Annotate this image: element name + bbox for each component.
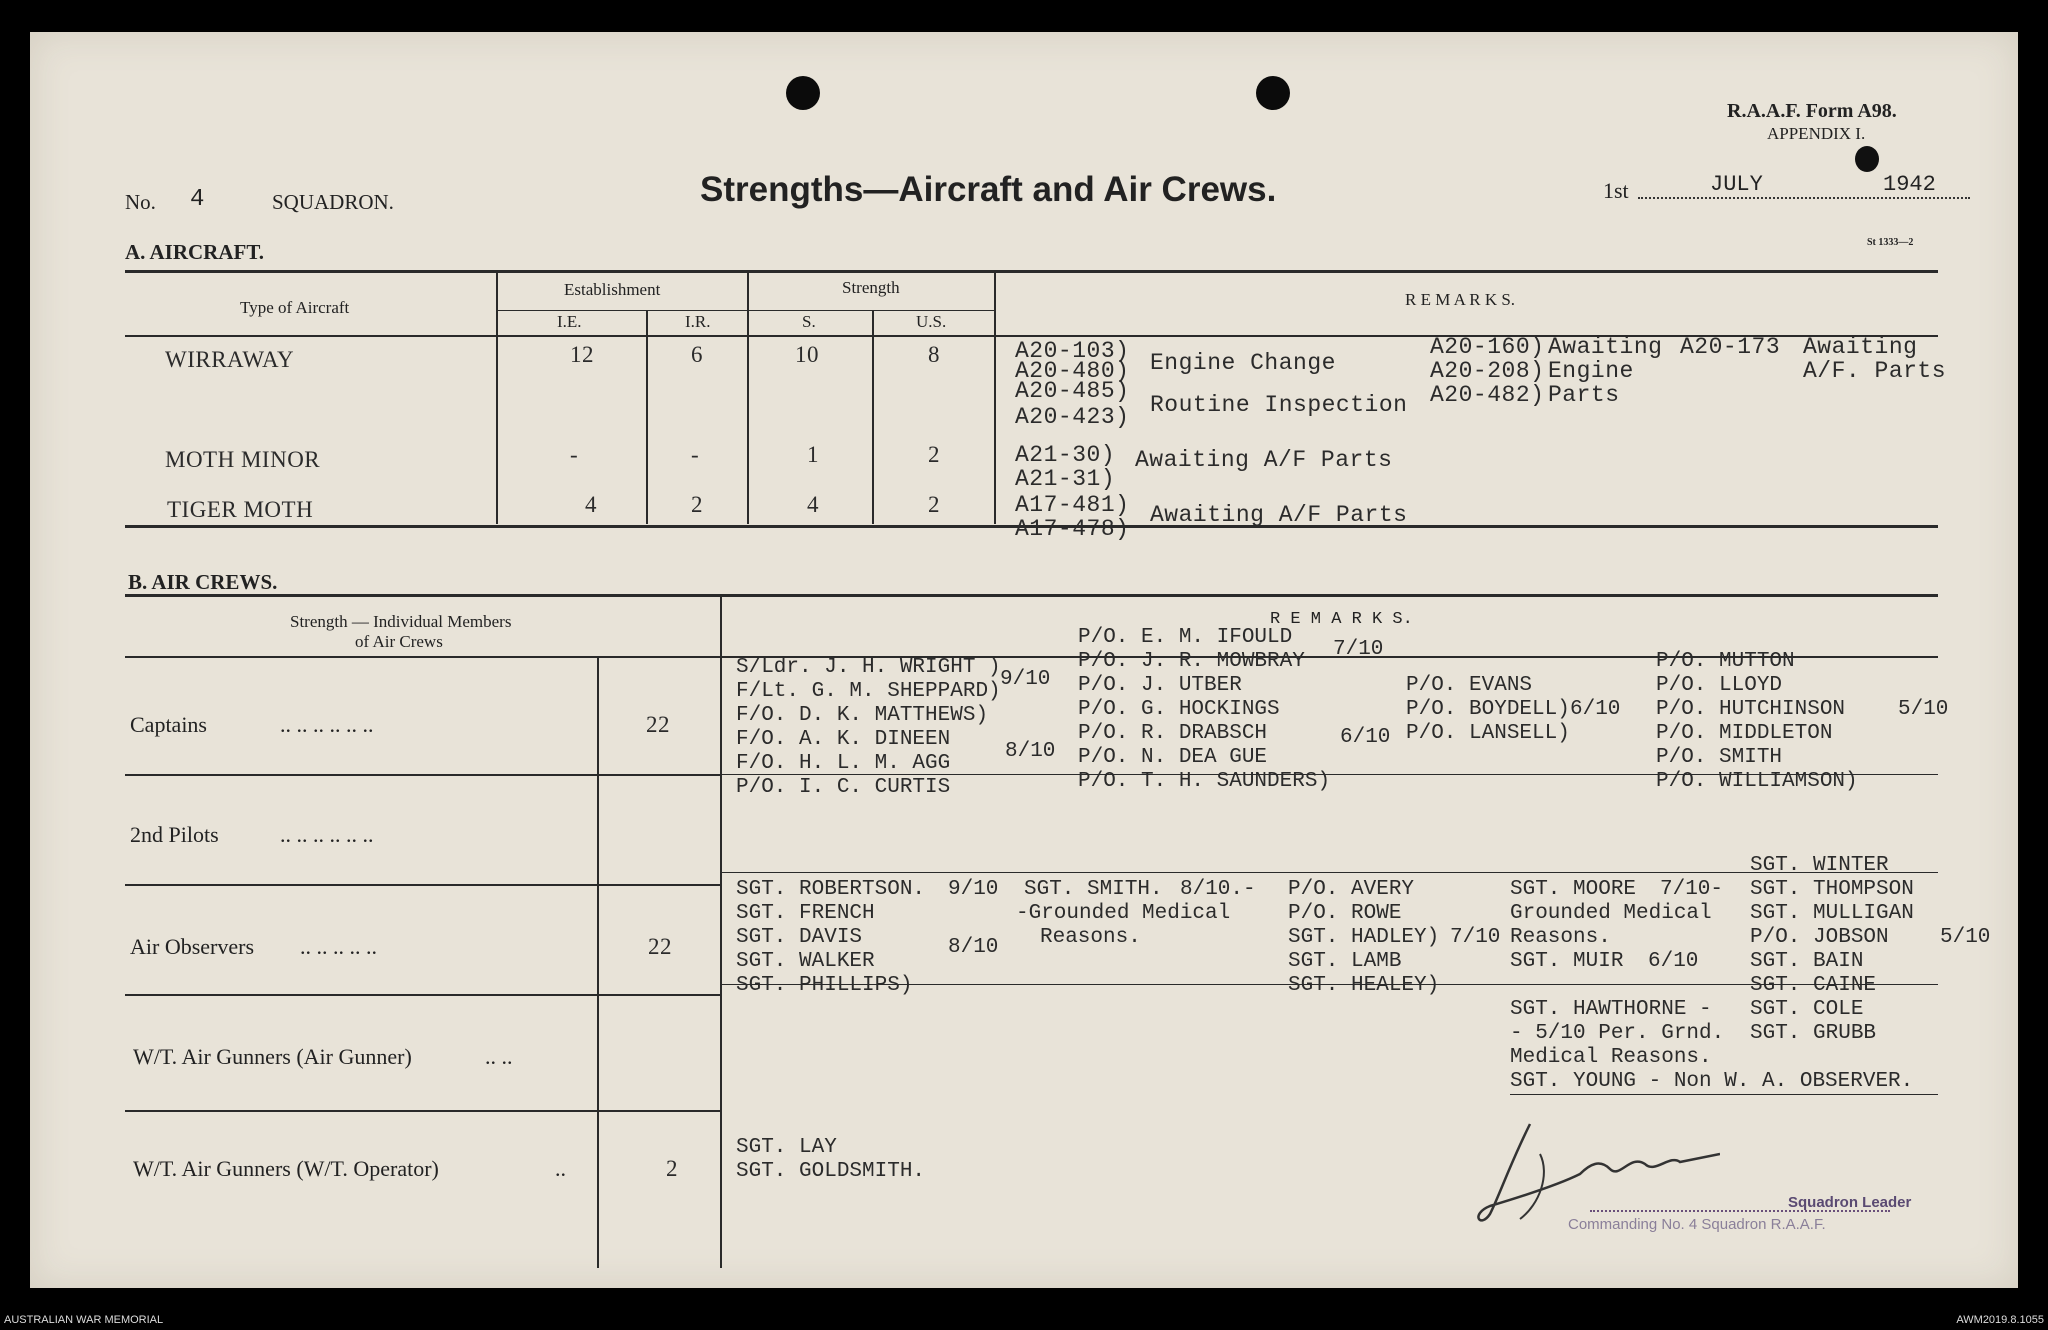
crew-entry: P/O. N. DEA GUE (1078, 746, 1268, 769)
col-ie-header: I.E. (557, 312, 582, 331)
crew-entry: P/O. T. H. SAUNDERS) (1078, 770, 1331, 793)
remark-serial: A20-160) (1430, 334, 1545, 360)
date-prefix: 1st (1603, 178, 1629, 203)
crew-entry: SGT. GOLDSMITH. (736, 1160, 926, 1183)
crew-entry: SGT. BAIN (1750, 950, 1864, 973)
ie-value: 4 (585, 492, 597, 517)
remark-serial: A20-103) (1015, 338, 1130, 364)
crew-entry: SGT. ROBERTSON. (736, 878, 926, 901)
remark-text: A/F. Parts (1803, 358, 1947, 384)
remark-serial: A20-482) (1430, 382, 1545, 408)
squadron-number: 4 (190, 186, 205, 213)
remark-serial: A20-208) (1430, 358, 1545, 384)
rule (747, 272, 749, 524)
col-strength-header: Strength (842, 278, 900, 297)
remark-serial: A21-30) (1015, 442, 1116, 468)
footer-ref: AWM2019.8.1055 (1956, 1314, 2044, 1326)
crew-rating: 6/10 (1340, 726, 1391, 749)
crew-entry: SGT. LAMB (1288, 950, 1402, 973)
crew-entry: SGT. YOUNG - Non W. A. OBSERVER. (1510, 1070, 1914, 1093)
remark-serial: A20-173 (1680, 334, 1781, 360)
crew-rating: 5/10 (1898, 698, 1949, 721)
crew-row-dots: .. .. (485, 1044, 513, 1069)
crew-entry: SGT. DAVIS (736, 926, 863, 949)
date-month: JULY (1710, 172, 1763, 197)
remark-serial: A20-480) (1015, 358, 1130, 384)
crew-row-label: 2nd Pilots (130, 822, 219, 847)
crew-entry: SGT. WINTER (1750, 854, 1889, 877)
aircraft-type: MOTH MINOR (165, 447, 321, 472)
crew-entry: F/O. D. K. MATTHEWS) (736, 704, 989, 727)
crew-entry: SGT. MUIR (1510, 950, 1624, 973)
no-label: No. (125, 190, 156, 214)
crew-row-dots: .. .. .. .. .. (300, 934, 377, 959)
crew-entry: F/O. H. L. M. AGG (736, 752, 951, 775)
rule (125, 774, 720, 776)
crew-entry: P/O. J. R. MOWBRAY (1078, 650, 1305, 673)
remark-text: Awaiting (1548, 334, 1663, 360)
form-code: St 1333—2 (1867, 237, 1914, 248)
col-type-header: Type of Aircraft (240, 298, 350, 317)
remark-serial: A17-478) (1015, 516, 1130, 542)
crew-rating: 8/10 (1005, 740, 1056, 763)
crew-entry: -Grounded Medical (1016, 902, 1231, 925)
aircraft-type: WIRRAWAY (165, 347, 295, 372)
crew-entry: SGT. SMITH. (1024, 878, 1163, 901)
rule (125, 594, 1938, 597)
crew-entry: Reasons. (1510, 926, 1611, 949)
remark-text: Awaiting (1803, 334, 1918, 360)
crew-entry: SGT. FRENCH (736, 902, 875, 925)
crew-entry: SGT. LAY (736, 1136, 837, 1159)
us-value: 8 (928, 342, 940, 367)
aircraft-section-title: A. AIRCRAFT. (125, 240, 265, 264)
crew-entry: F/O. A. K. DINEEN (736, 728, 951, 751)
rule (496, 272, 498, 524)
crew-rating: 6/10 (1648, 950, 1699, 973)
ink-blot (1855, 146, 1879, 172)
crew-entry: P/O. HUTCHINSON (1656, 698, 1846, 721)
crew-entry: P/O. J. UTBER (1078, 674, 1242, 697)
crew-row-label: W/T. Air Gunners (W/T. Operator) (133, 1156, 439, 1181)
crew-entry: P/O. E. M. IFOULD (1078, 626, 1293, 649)
remark-text: Awaiting A/F Parts (1150, 502, 1408, 528)
col-strength-members-header: Strength — Individual Members (290, 612, 512, 631)
squadron-label: SQUADRON. (272, 190, 394, 214)
rule (720, 596, 722, 1268)
crew-entry: P/O. JOBSON (1750, 926, 1889, 949)
crew-rating: 7/10 (1450, 926, 1501, 949)
s-value: 10 (795, 342, 819, 367)
ir-value: 2 (691, 492, 703, 517)
rule (125, 1110, 720, 1112)
crew-entry: SGT. HEALEY) (1288, 974, 1440, 997)
crew-row-label: Captains (130, 712, 207, 737)
crew-entry: SGT. WALKER (736, 950, 875, 973)
document-page (30, 32, 2018, 1288)
date-line (1638, 197, 1970, 199)
crew-row-dots: .. (555, 1156, 566, 1181)
rule (125, 994, 720, 996)
remark-text: Engine (1548, 358, 1634, 384)
crew-entry: SGT. HAWTHORNE - (1510, 998, 1712, 1021)
rule (872, 311, 874, 524)
crew-entry: SGT. THOMPSON (1750, 878, 1914, 901)
col-strength-members-header-2: of Air Crews (355, 632, 443, 651)
punch-hole (786, 76, 820, 110)
crew-rating: 7/10 (1333, 638, 1384, 661)
footer-source: AUSTRALIAN WAR MEMORIAL (4, 1314, 164, 1326)
date-year: 1942 (1883, 172, 1936, 197)
crew-entry: SGT. MOORE (1510, 878, 1637, 901)
rule (597, 658, 599, 1268)
rule (646, 311, 648, 524)
crew-entry: SGT. MULLIGAN (1750, 902, 1914, 925)
crew-entry: P/O. I. C. CURTIS (736, 776, 951, 799)
crew-entry: P/O. G. HOCKINGS (1078, 698, 1280, 721)
crew-entry: Medical Reasons. (1510, 1046, 1712, 1069)
crew-entry: P/O. ROWE (1288, 902, 1402, 925)
rule (125, 270, 1938, 273)
s-value: 1 (807, 442, 819, 467)
crew-row-label: Air Observers (130, 934, 255, 959)
col-ir-header: I.R. (685, 312, 711, 331)
aircraft-type: TIGER MOTH (167, 497, 314, 522)
remark-text: Parts (1548, 382, 1620, 408)
crew-rating: 8/10.- (1180, 878, 1256, 901)
ir-value: - (691, 442, 700, 467)
remark-serial: A20-485) (1015, 378, 1130, 404)
signature-rank: Squadron Leader (1788, 1194, 1912, 1211)
crew-rating: 9/10 (948, 878, 999, 901)
crew-entry: F/Lt. G. M. SHEPPARD) (736, 680, 1001, 703)
crew-entry: Grounded Medical (1510, 902, 1712, 925)
crew-rating: 5/10 (1940, 926, 1991, 949)
crew-entry: - 5/10 Per. Grnd. (1510, 1022, 1725, 1045)
remark-serial: A21-31) (1015, 466, 1116, 492)
ir-value: 6 (691, 342, 703, 367)
remark-serial: A17-481) (1015, 492, 1130, 518)
us-value: 2 (928, 492, 940, 517)
rule (125, 335, 1938, 337)
crew-entry: P/O. MUTTON (1656, 650, 1795, 673)
signature-commanding: Commanding No. 4 Squadron R.A.A.F. (1568, 1216, 1826, 1233)
ie-value: - (570, 442, 579, 467)
punch-hole (1256, 76, 1290, 110)
crew-count: 22 (648, 934, 672, 959)
remark-text: Engine Change (1150, 350, 1336, 376)
ie-value: 12 (570, 342, 594, 367)
crew-rating: 8/10 (948, 936, 999, 959)
rule (125, 884, 720, 886)
crew-row-dots: .. .. .. .. .. .. (280, 822, 374, 847)
crew-entry: P/O. WILLIAMSON) (1656, 770, 1858, 793)
crew-entry: P/O. LLOYD (1656, 674, 1783, 697)
crew-entry: P/O. EVANS (1406, 674, 1533, 697)
crew-entry: P/O. R. DRABSCH (1078, 722, 1268, 745)
crew-entry: Reasons. (1040, 926, 1141, 949)
crew-rating: 6/10 (1570, 698, 1621, 721)
crew-entry: P/O. MIDDLETON (1656, 722, 1833, 745)
form-number: R.A.A.F. Form A98. (1727, 100, 1897, 122)
form-appendix: APPENDIX I. (1767, 124, 1866, 143)
crew-row-dots: .. .. .. .. .. .. (280, 712, 374, 737)
crew-entry: SGT. PHILLIPS) (736, 974, 913, 997)
crews-section-title: B. AIR CREWS. (128, 570, 278, 594)
rule (496, 310, 994, 311)
crew-rating: 9/10 (1000, 668, 1051, 691)
crew-rating: 7/10- (1660, 878, 1724, 901)
crew-entry: S/Ldr. J. H. WRIGHT ) (736, 656, 1001, 679)
col-us-header: U.S. (916, 312, 947, 331)
us-value: 2 (928, 442, 940, 467)
rule (1510, 1094, 1938, 1095)
crew-count: 2 (666, 1156, 678, 1181)
crew-count: 22 (646, 712, 670, 737)
crew-entry: SGT. GRUBB (1750, 1022, 1877, 1045)
page-title: Strengths—Aircraft and Air Crews. (700, 170, 1277, 209)
crew-entry: SGT. HADLEY) (1288, 926, 1440, 949)
rule (994, 272, 996, 524)
crew-entry: P/O. BOYDELL) (1406, 698, 1570, 721)
crew-entry: P/O. SMITH (1656, 746, 1783, 769)
remark-serial: A20-423) (1015, 404, 1130, 430)
remark-text: Routine Inspection (1150, 392, 1408, 418)
s-value: 4 (807, 492, 819, 517)
remark-text: Awaiting A/F Parts (1135, 447, 1393, 473)
col-s-header: S. (802, 312, 816, 331)
crew-entry: SGT. COLE (1750, 998, 1864, 1021)
crew-entry: P/O. AVERY (1288, 878, 1415, 901)
crew-entry: P/O. LANSELL) (1406, 722, 1570, 745)
crew-entry: SGT. CAINE (1750, 974, 1877, 997)
crew-row-label: W/T. Air Gunners (Air Gunner) (133, 1044, 412, 1069)
col-establishment-header: Establishment (564, 280, 661, 299)
crews-remarks-header: R E M A R K S. (1270, 610, 1413, 629)
col-remarks-header: R E M A R K S. (1405, 290, 1516, 309)
